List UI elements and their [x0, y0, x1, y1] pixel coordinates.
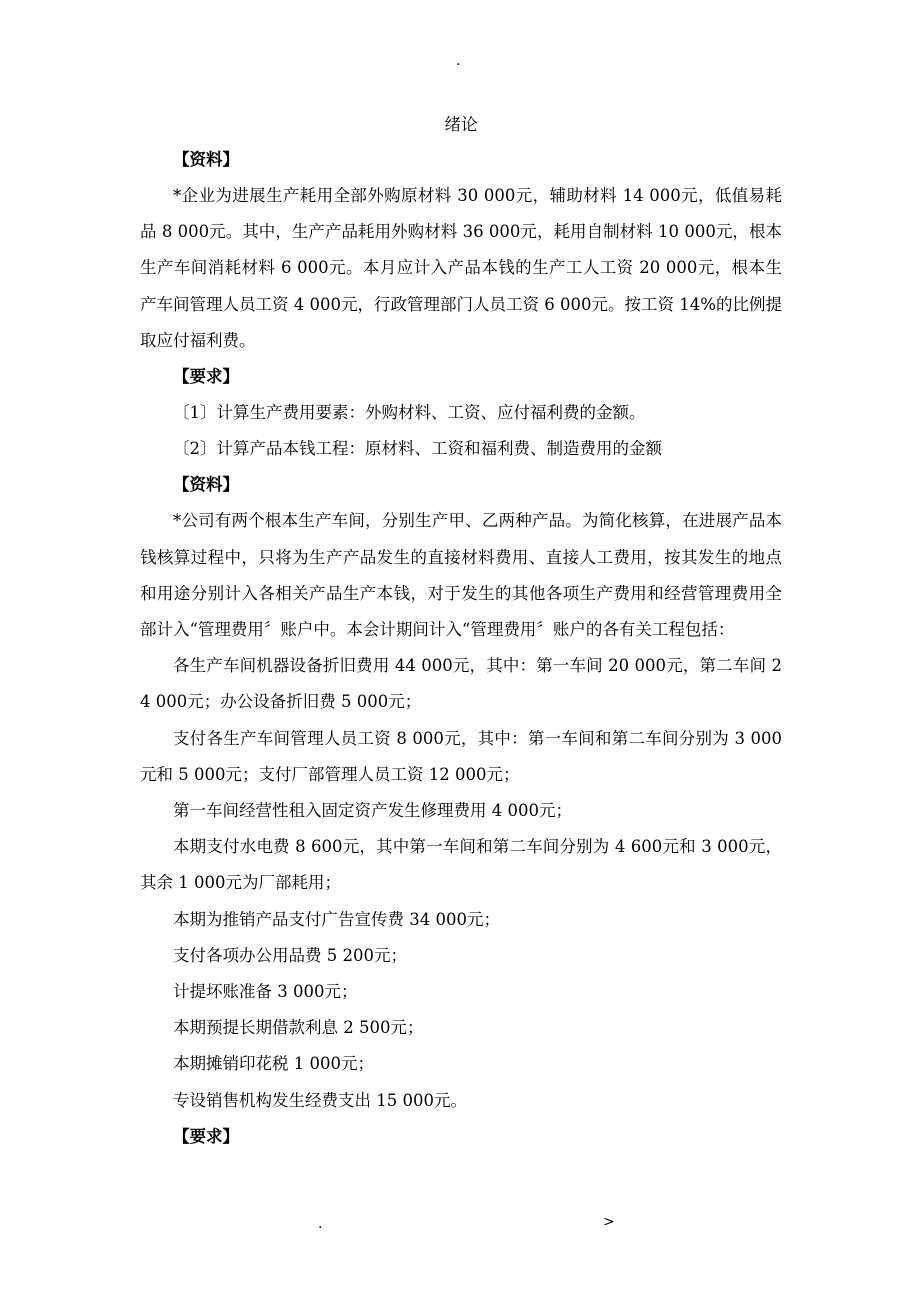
paragraph: 各生产车间机器设备折旧费用 44 000元，其中：第一车间 20 000元，第二车间 24 000元；办公设备折旧费 5 000元； [140, 656, 782, 712]
footer-left-mark: . [318, 1216, 323, 1232]
document-title: 绪论 [444, 115, 478, 134]
paragraph: 本期为推销产品支付广告宣传费 34 000元； [173, 909, 500, 929]
document-body [140, 108, 782, 1155]
footer-right-mark: > [603, 1214, 615, 1230]
section-heading: 【资料】 [173, 150, 239, 169]
paragraph: 专设销售机构发生经费支出 15 000元。 [173, 1090, 467, 1110]
paragraph: 本期预提长期借款利息 2 500元； [173, 1018, 424, 1038]
paragraph: 计提坏账准备 3 000元； [173, 982, 358, 1002]
paragraph: *企业为进展生产耗用全部外购原材料 30 000元，辅助材料 14 000元，低值易耗品 8 000元。其中，生产产品耗用外购材料 36 000元，耗用自制材料 10 000元，根本生产车间消耗材料 6 000元。本月应计入产品本钱的生产工人工资 20 000元，根本生产车间管理人员工资 4 000元，行政管理部门人员工资 6 000元。按工资 14%的比例提取应付福利费。 [140, 186, 782, 350]
paragraph: 支付各生产车间管理人员工资 8 000元，其中：第一车间和第二车间分别为 3 000元和 5 000元；支付厂部管理人员工资 12 000元； [140, 728, 782, 784]
section-heading: 【资料】 [173, 475, 239, 495]
header-mark: . [456, 53, 461, 69]
paragraph: 支付各项办公用品费 5 200元； [173, 945, 407, 965]
paragraph: 本期支付水电费 8 600元，其中第一车间和第二车间分别为 4 600元和 3 000元，其余 1 000元为厂部耗用； [140, 837, 782, 893]
paragraph: 本期摊销印花税 1 000元； [173, 1054, 374, 1074]
paragraph: 〔1〕计算生产费用要素：外购材料、工资、应付福利费的金额。 [173, 403, 646, 423]
paragraph: *公司有两个根本生产车间，分别生产甲、乙两种产品。为简化核算，在进展产品本钱核算过程中，只将为生产产品发生的直接材料费用、直接人工费用，按其发生的地点和用途分别计入各相关产品生产本钱，对于发生的其他各项生产费用和经营管理费用全部计入“管理费用〞账户中。本会计期间计入“管理费用〞账户的各有关工程包括： [140, 511, 782, 640]
section-heading: 【要求】 [173, 1126, 239, 1146]
section-heading: 【要求】 [173, 367, 239, 387]
paragraph: 〔2〕计算产品本钱工程：原材料、工资和福利费、制造费用的金额 [173, 439, 662, 459]
paragraph: 第一车间经营性租入固定资产发生修理费用 4 000元； [173, 801, 572, 821]
